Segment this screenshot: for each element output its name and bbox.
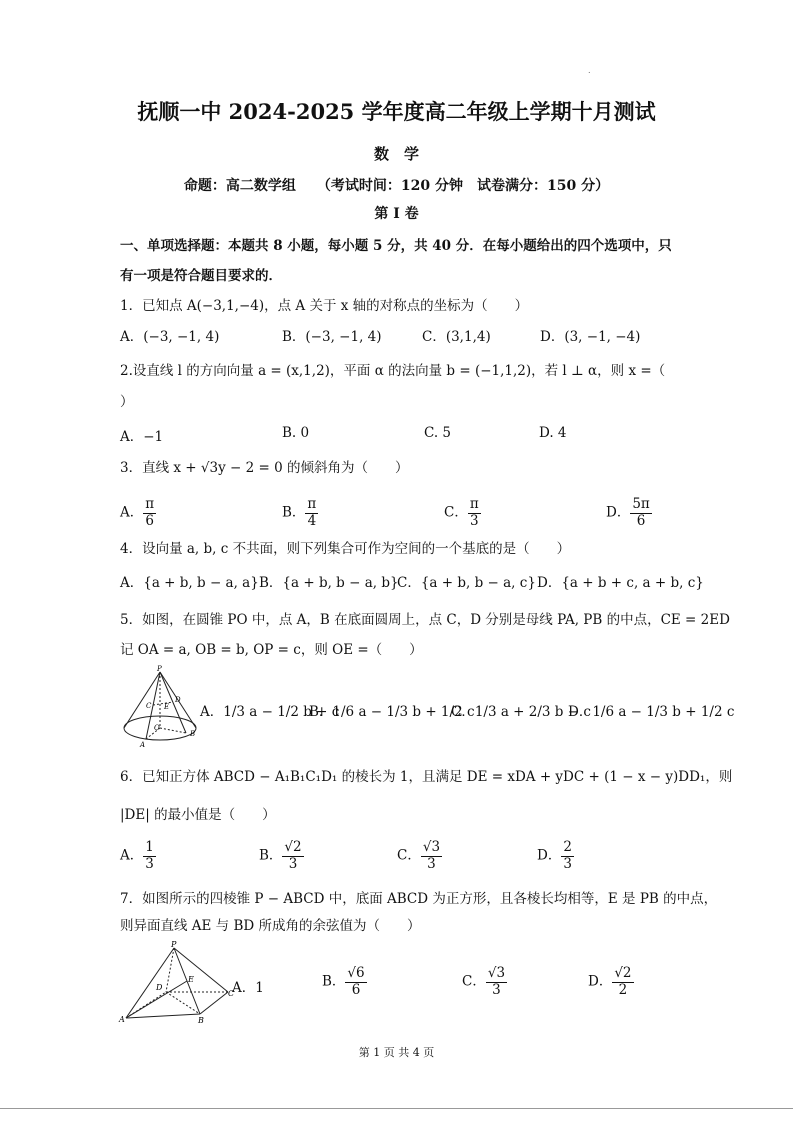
question-1-option-b: B．(−3, −1, 4) xyxy=(282,329,382,345)
cone-label-p: P xyxy=(157,665,162,673)
question-3-option-d: D． $\frac{5\pi}{6}$ xyxy=(606,496,650,529)
question-1-stem: 1．已知点 A(−3,1,−4)，点 A 关于 x 轴的对称点的坐标为（ ） xyxy=(120,298,529,314)
pyramid-label-e: E xyxy=(188,975,194,984)
question-5-option-d: D．1/6 a − 1/3 b + 1/2 c xyxy=(568,704,735,720)
question-2-option-a: A．−1 xyxy=(120,429,164,445)
question-6-option-d: D． $\frac{2}{3}$ xyxy=(537,839,572,872)
question-1-option-a: A．(−3, −1, 4) xyxy=(120,329,220,345)
question-3-option-a: A． $\frac{\pi}{6}$ xyxy=(120,496,155,529)
pyramid-label-p: P xyxy=(171,940,177,949)
question-6-option-c: C． $\frac{√3}{3}$ xyxy=(397,839,441,872)
question-7-option-b: B． $\frac{√6}{6}$ xyxy=(322,965,365,998)
page-bottom-divider xyxy=(0,1108,793,1109)
question-6-stem-2: |DE| 的最小值是（ ） xyxy=(120,807,276,823)
pyramid-label-d: D xyxy=(156,983,163,992)
question-5-option-a: A．1/3 a − 1/2 b + c xyxy=(200,704,340,720)
pyramid-label-a: A xyxy=(119,1015,125,1024)
cone-figure xyxy=(120,664,200,750)
question-2-option-c: C. 5 xyxy=(424,425,452,441)
pyramid-figure xyxy=(118,940,236,1024)
question-2-option-d: D. 4 xyxy=(539,425,567,441)
page-title: 抚顺一中 2024-2025 学年度高二年级上学期十月测试 xyxy=(137,99,656,124)
cone-label-c: C xyxy=(146,702,152,710)
question-4-option-a: A．{a + b, b − a, a} xyxy=(120,575,259,591)
question-2-stem: 2.设直线 l 的方向向量 a = (x,1,2)，平面 α 的法向量 b = (−1,1,2)，若 l ⊥ α，则 x =（ xyxy=(120,363,666,379)
question-3-stem: 3．直线 x + √3y − 2 = 0 的倾斜角为（ ） xyxy=(120,460,409,476)
exam-meta: 命题：高二数学组 （考试时间：120 分钟 试卷满分：150 分） xyxy=(183,178,610,194)
question-6-option-a: A． $\frac{1}{3}$ xyxy=(120,839,154,872)
question-1-option-d: D．(3, −1, −4) xyxy=(540,329,641,345)
question-2-option-b: B. 0 xyxy=(282,425,310,441)
cone-label-o: O xyxy=(154,724,160,732)
question-7-option-d: D． $\frac{√2}{2}$ xyxy=(588,965,632,998)
section-instructions-line2: 有一项是符合题目要求的． xyxy=(120,268,282,284)
question-4-option-d: D．{a + b + c, a + b, c} xyxy=(537,575,704,591)
pyramid-label-c: C xyxy=(228,989,235,998)
question-3-option-c: C． $\frac{\pi}{3}$ xyxy=(444,496,479,529)
question-6-option-b: B． $\frac{√2}{3}$ xyxy=(259,839,302,872)
question-3-option-b: B． $\frac{\pi}{4}$ xyxy=(282,496,317,529)
subject-heading: 数 学 xyxy=(373,145,419,163)
question-7-stem: 7．如图所示的四棱锥 P − ABCD 中，底面 ABCD 为正方形，且各棱长均相等，E 是 PB 的中点， xyxy=(120,891,718,907)
question-7-stem-2: 则异面直线 AE 与 BD 所成角的余弦值为（ ） xyxy=(120,918,421,934)
question-4-option-b: B．{a + b, b − a, b} xyxy=(259,575,399,591)
question-2-stem-cont: ） xyxy=(120,394,134,410)
question-7-option-c: C． $\frac{√3}{3}$ xyxy=(462,965,506,998)
section-instructions-line1: 一、单项选择题：本题共 8 小题，每小题 5 分，共 40 分．在每小题给出的四个选项中，只 xyxy=(120,238,672,254)
cone-label-d: D xyxy=(175,696,181,704)
question-5-option-c: C．1/3 a + 2/3 b − c xyxy=(451,704,591,720)
question-4-option-c: C．{a + b, b − a, c} xyxy=(397,575,536,591)
volume-heading: 第 I 卷 xyxy=(374,206,419,222)
question-4-stem: 4．设向量 a, b, c 不共面，则下列集合可作为空间的一个基底的是（ ） xyxy=(120,541,571,557)
page-footer: 第 1 页 共 4 页 xyxy=(358,1046,435,1059)
question-7-option-a: A．1 xyxy=(232,980,264,996)
question-6-stem: 6．已知正方体 ABCD − A₁B₁C₁D₁ 的棱长为 1，且满足 DE = xDA + yDC + (1 − x − y)DD₁，则 xyxy=(120,769,733,785)
cone-label-b: B xyxy=(190,730,196,738)
question-5-stem: 5．如图，在圆锥 PO 中，点 A，B 在底面圆周上，点 C，D 分别是母线 PA, PB 的中点，CE = 2ED xyxy=(120,612,730,628)
question-1-option-c: C．(3,1,4) xyxy=(422,329,491,345)
pyramid-label-b: B xyxy=(198,1016,204,1024)
cone-label-e: E xyxy=(164,703,170,711)
page-mark: . xyxy=(588,66,591,75)
question-5-option-b: B．1/6 a − 1/3 b + 1/2 c xyxy=(309,704,475,720)
cone-label-a: A xyxy=(140,741,146,749)
question-5-stem-2: 记 OA = a, OB = b, OP = c，则 OE =（ ） xyxy=(120,642,423,658)
